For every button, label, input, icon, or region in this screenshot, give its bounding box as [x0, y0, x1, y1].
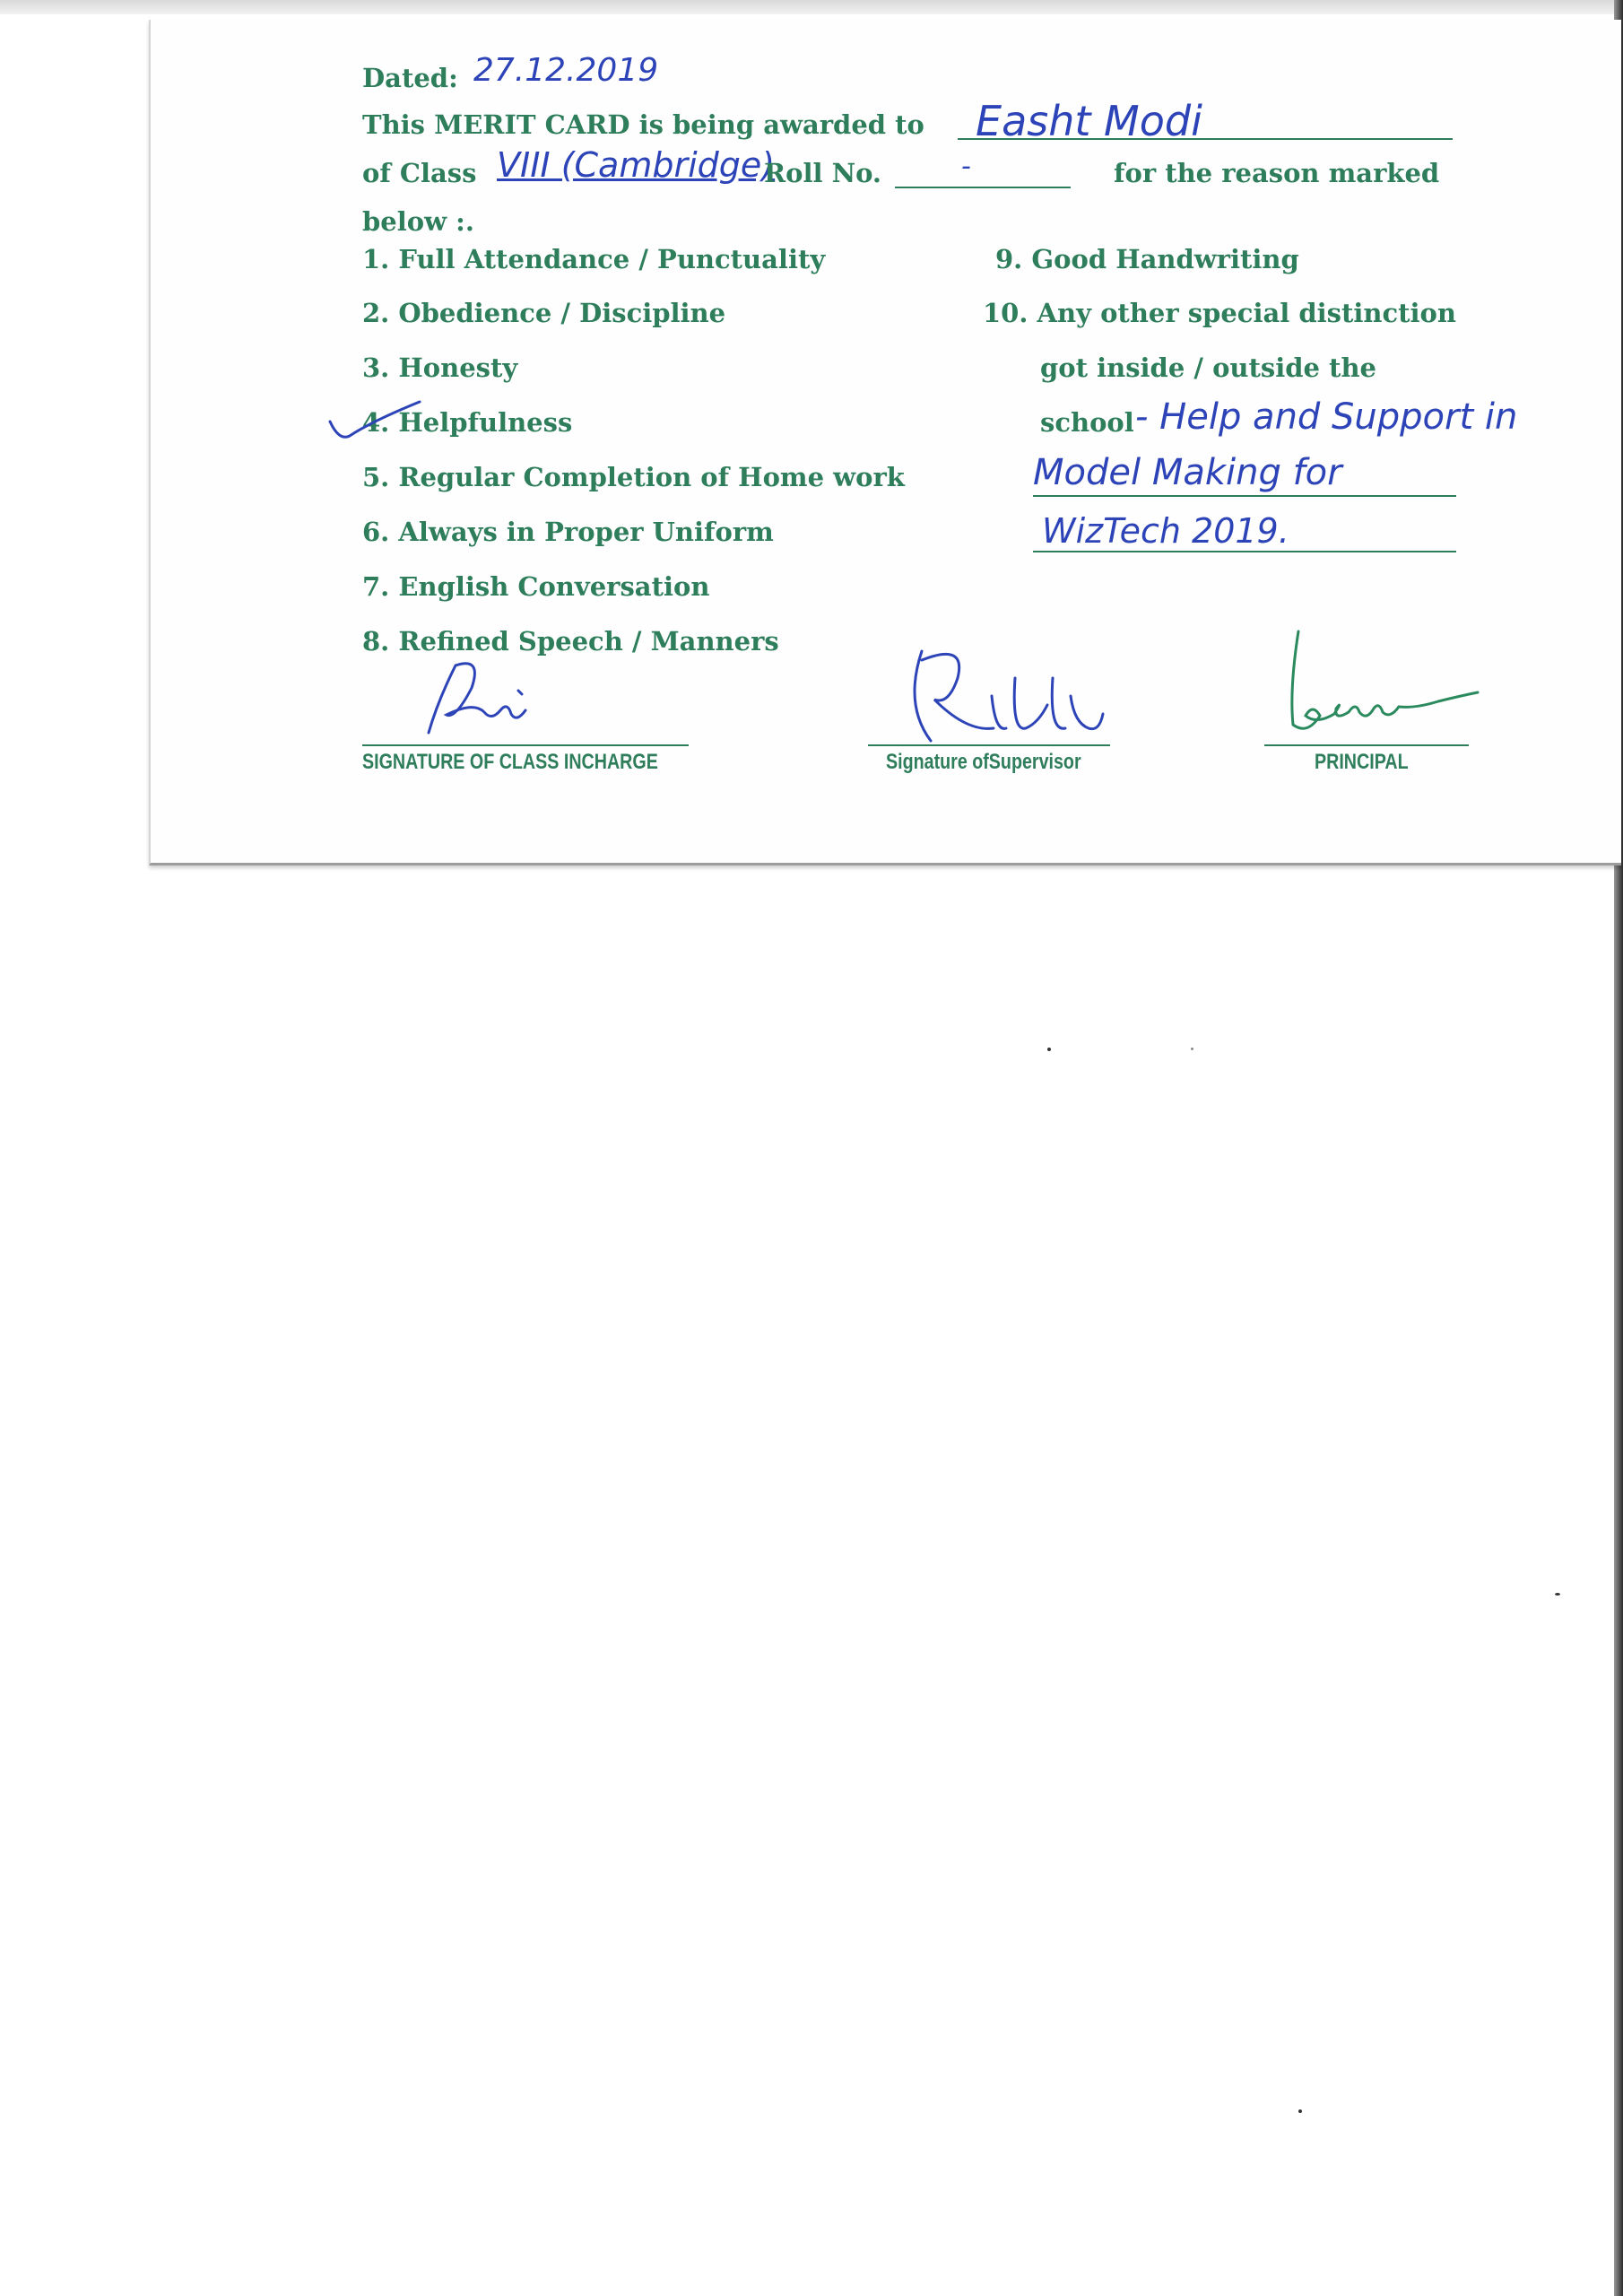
name-underline: [958, 138, 1453, 140]
reason-item: 3. Honesty: [362, 352, 518, 383]
check-mark-icon: [326, 395, 425, 448]
reason-item: 6. Always in Proper Uniform: [362, 517, 774, 547]
reason-item: school: [1040, 407, 1134, 438]
reason-item: 2. Obedience / Discipline: [362, 298, 726, 328]
roll-value: -: [961, 151, 971, 182]
class-incharge-signature: [420, 648, 545, 746]
note-underline: [1033, 551, 1456, 552]
reason-item: got inside / outside the: [1040, 352, 1376, 383]
supervisor-signature: [895, 642, 1110, 750]
dated-value: 27.12.2019: [473, 52, 659, 89]
scan-speck: [1191, 1048, 1193, 1050]
awarded-text: This MERIT CARD is being awarded to: [362, 109, 924, 140]
reason-item: 7. English Conversation: [362, 571, 710, 602]
class-incharge-signature-line: [362, 744, 689, 746]
special-note-line: WizTech 2019.: [1042, 511, 1289, 551]
class-label: of Class: [362, 158, 477, 188]
scan-speck: [1555, 1593, 1560, 1596]
special-note-line: Model Making for: [1033, 452, 1342, 493]
scan-top-edge: [0, 0, 1623, 14]
reason-item: 1. Full Attendance / Punctuality: [362, 244, 826, 274]
principal-signature-line: [1264, 744, 1469, 746]
principal-signature: [1280, 626, 1496, 743]
note-underline: [1033, 495, 1456, 497]
reason-item-checked: 4. Helpfulness: [362, 407, 573, 438]
dated-label: Dated:: [362, 63, 458, 93]
below-text: below :.: [362, 206, 474, 237]
reason-item: 9. Good Handwriting: [995, 244, 1299, 274]
merit-card: [149, 20, 1621, 865]
principal-label: PRINCIPAL: [1315, 750, 1409, 774]
reason-item: 8. Refined Speech / Manners: [362, 626, 779, 657]
class-incharge-label: SIGNATURE OF CLASS INCHARGE: [362, 750, 658, 774]
scan-speck: [1298, 2109, 1302, 2113]
scan-speck: [1047, 1048, 1051, 1051]
roll-underline: [895, 187, 1071, 188]
supervisor-label: Signature ofSupervisor: [886, 750, 1081, 774]
class-value: VIII (Cambridge): [497, 145, 776, 185]
special-note-line: - Help and Support in: [1135, 396, 1518, 438]
reason-item: 5. Regular Completion of Home work: [362, 462, 905, 492]
reason-text: for the reason marked: [1114, 158, 1440, 188]
supervisor-signature-line: [868, 744, 1110, 746]
reason-item: 10. Any other special distinction: [983, 298, 1456, 328]
roll-label: Roll No.: [764, 158, 882, 188]
student-name: Easht Modi: [976, 97, 1202, 145]
